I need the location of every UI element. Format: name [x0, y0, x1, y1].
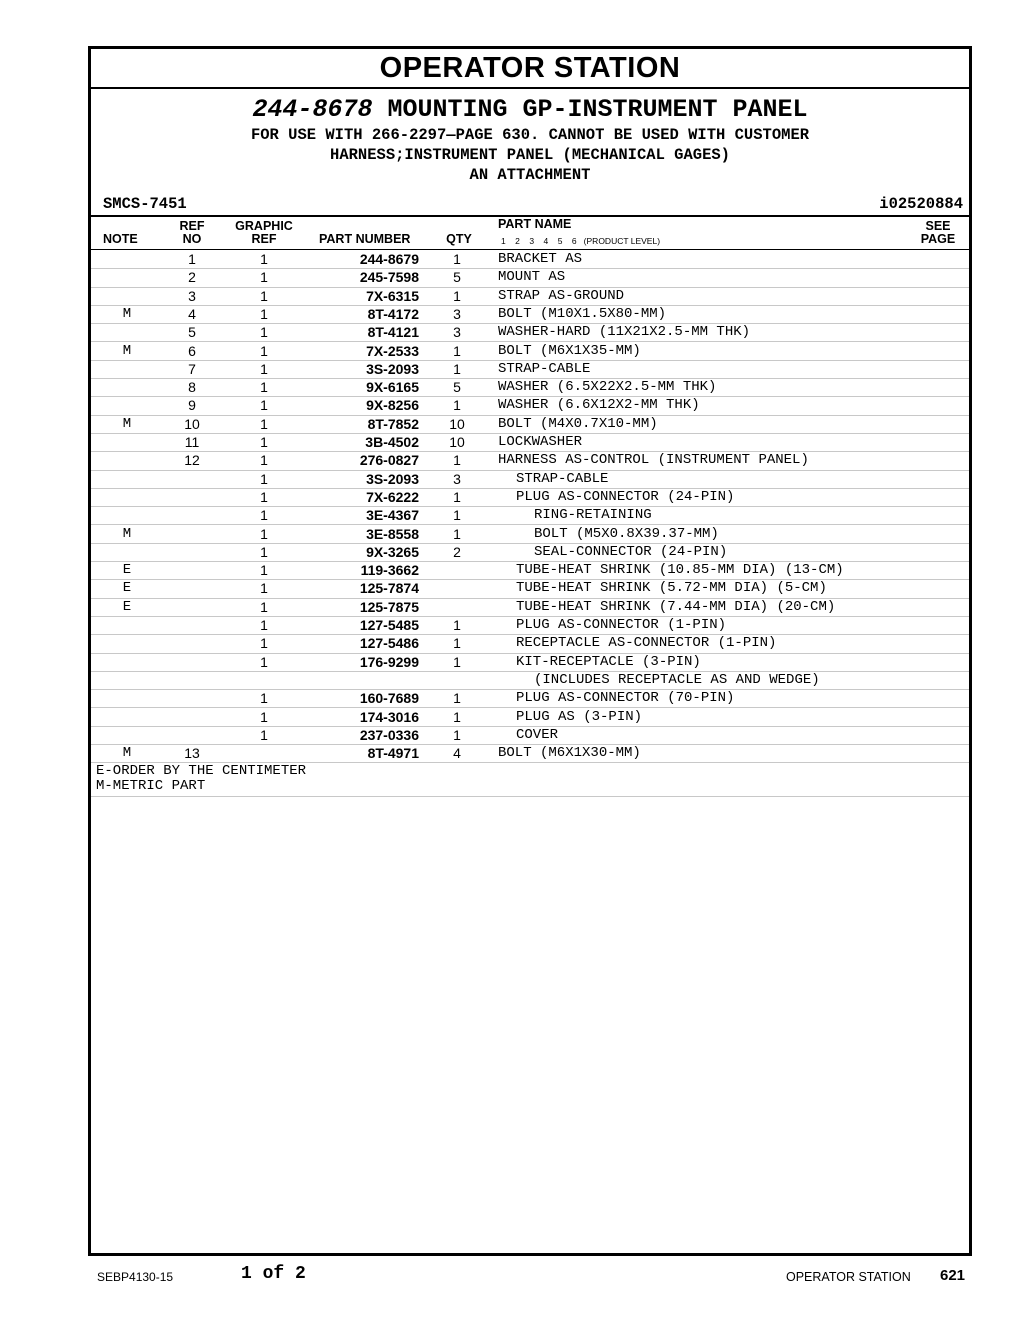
row-graphic-ref: 1: [260, 525, 268, 542]
row-ref-no: 13: [184, 745, 200, 762]
row-note: M: [122, 415, 132, 432]
row-graphic-ref: 1: [260, 397, 268, 414]
note-line: M-METRIC PART: [96, 778, 206, 795]
doc-number: SEBP4130-15: [97, 1270, 174, 1284]
row-part-name: WASHER (6.5X22X2.5-MM THK): [498, 379, 717, 396]
row-part-name: WASHER (6.6X12X2-MM THK): [498, 397, 700, 414]
table-row: [91, 342, 969, 361]
row-qty: 1: [453, 360, 461, 377]
col-qty: QTY: [446, 232, 472, 246]
row-part-number: 3E-4367: [366, 507, 419, 524]
table-row: [91, 470, 969, 489]
page-frame: [88, 46, 972, 1256]
section-title: OPERATOR STATION: [91, 49, 969, 89]
table-header: [91, 215, 969, 250]
table-row: [91, 525, 969, 544]
row-graphic-ref: 1: [260, 653, 268, 670]
row-ref-no: 3: [188, 287, 196, 304]
table-row: [91, 561, 969, 580]
row-qty: 1: [453, 726, 461, 743]
row-part-number: 245-7598: [359, 269, 419, 286]
row-qty: 3: [453, 324, 461, 341]
row-part-name: PLUG AS (3-PIN): [516, 708, 643, 725]
table-row: [91, 689, 969, 708]
row-part-name: STRAP AS-GROUND: [498, 287, 625, 304]
row-note: M: [122, 305, 132, 322]
row-qty: 1: [453, 635, 461, 652]
smcs-code: SMCS-7451: [103, 195, 187, 213]
group-description-line-2: HARNESS;INSTRUMENT PANEL (MECHANICAL GAGES): [330, 146, 730, 164]
row-qty: 3: [453, 305, 461, 322]
group-description-line-1: FOR USE WITH 266-2297—PAGE 630. CANNOT BE USED WITH CUSTOMER: [250, 126, 810, 144]
row-part-number: 125-7875: [359, 598, 419, 615]
row-part-number: 3B-4502: [365, 434, 419, 450]
row-graphic-ref: 1: [260, 580, 268, 597]
page-of: 1 of 2: [241, 1264, 306, 1284]
code-row: [91, 191, 969, 215]
row-ref-no: 5: [188, 324, 196, 341]
row-ref-no: 9: [188, 397, 196, 414]
table-row: [91, 323, 969, 342]
row-qty: 10: [449, 434, 465, 450]
row-part-number: 3E-8558: [366, 525, 419, 542]
row-graphic-ref: 1: [260, 507, 268, 524]
row-part-number: 9X-8256: [366, 397, 419, 414]
row-graphic-ref: 1: [260, 287, 268, 304]
row-part-number: 8T-4172: [367, 305, 419, 322]
notes: [96, 764, 306, 794]
row-graphic-ref: 1: [260, 470, 268, 487]
row-part-number: 127-5486: [359, 635, 419, 652]
row-note: M: [122, 525, 132, 542]
row-part-name: STRAP-CABLE: [516, 470, 609, 487]
row-part-number: 7X-2533: [366, 342, 419, 359]
row-part-name: PLUG AS-CONNECTOR (70-PIN): [516, 690, 735, 707]
table-row: [91, 726, 969, 745]
row-ref-no: 4: [188, 305, 196, 322]
row-part-number: 119-3662: [360, 562, 419, 579]
row-part-name: TUBE-HEAT SHRINK (7.44-MM DIA) (20-CM): [516, 598, 836, 615]
row-part-name: HARNESS AS-CONTROL (INSTRUMENT PANEL): [498, 452, 809, 469]
row-part-number: 8T-7852: [367, 415, 419, 432]
row-qty: 4: [453, 745, 461, 762]
row-qty: 1: [453, 617, 461, 633]
row-part-number: 3S-2093: [366, 470, 419, 487]
row-graphic-ref: 1: [260, 251, 268, 267]
row-ref-no: 1: [188, 251, 196, 267]
row-part-name: BOLT (M6X1X30-MM): [498, 745, 641, 762]
row-ref-no: 6: [188, 342, 196, 359]
row-part-name: BOLT (M5X0.8X39.37-MM): [534, 525, 719, 542]
row-part-number: 8T-4121: [367, 324, 419, 341]
row-ref-no: 2: [188, 269, 196, 286]
row-graphic-ref: 1: [260, 324, 268, 341]
row-graphic-ref: 1: [260, 360, 268, 377]
row-note: E: [122, 562, 132, 579]
row-qty: 5: [453, 269, 461, 286]
row-part-name: STRAP-CABLE: [498, 360, 591, 377]
col-see-bottom: PAGE: [920, 232, 956, 246]
row-part-name: LOCKWASHER: [498, 434, 583, 450]
row-ref-no: 11: [184, 434, 200, 450]
row-part-name: PLUG AS-CONNECTOR (24-PIN): [516, 488, 735, 505]
row-qty: 1: [453, 690, 461, 707]
row-qty: 5: [453, 379, 461, 396]
table-row: [91, 451, 969, 470]
table-row: [91, 634, 969, 653]
group-name: MOUNTING GP-INSTRUMENT PANEL: [387, 95, 808, 124]
table-row: [91, 287, 969, 306]
group-description-line-3: AN ATTACHMENT: [469, 166, 591, 184]
row-part-number: 3S-2093: [366, 360, 419, 377]
table-row: [91, 616, 969, 635]
row-graphic-ref: 1: [260, 617, 268, 633]
row-part-name: SEAL-CONNECTOR (24-PIN): [534, 543, 728, 560]
row-graphic-ref: 1: [260, 635, 268, 652]
row-part-name: COVER: [516, 726, 559, 743]
col-ref-bottom: NO: [182, 232, 202, 246]
row-part-name: WASHER-HARD (11X21X2.5-MM THK): [498, 324, 751, 341]
row-qty: 1: [453, 488, 461, 505]
illustration-id: i02520884: [879, 195, 963, 213]
row-part-name: BOLT (M4X0.7X10-MM): [498, 415, 658, 432]
row-part-number: 176-9299: [359, 653, 419, 670]
col-part-number: PART NUMBER: [319, 232, 411, 246]
row-note: M: [122, 745, 132, 762]
table-row: [91, 250, 969, 269]
row-graphic-ref: 1: [260, 434, 268, 450]
group-number: 244-8678: [252, 95, 373, 124]
row-graphic-ref: 1: [260, 415, 268, 432]
footer-section: OPERATOR STATION: [786, 1270, 911, 1284]
col-note: NOTE: [103, 232, 138, 246]
row-qty: 1: [453, 251, 461, 267]
row-part-name: TUBE-HEAT SHRINK (5.72-MM DIA) (5-CM): [516, 580, 827, 597]
col-ref-top: REF: [179, 219, 205, 233]
table-row: [91, 671, 969, 690]
row-graphic-ref: 1: [260, 543, 268, 560]
page-number: 621: [940, 1267, 966, 1284]
row-note: E: [122, 598, 132, 615]
row-qty: 3: [453, 470, 461, 487]
row-part-name: PLUG AS-CONNECTOR (1-PIN): [516, 617, 727, 633]
table-row: [91, 488, 969, 507]
row-note: M: [122, 342, 132, 359]
row-qty: 2: [453, 543, 461, 560]
row-part-number: 237-0336: [359, 726, 419, 743]
row-graphic-ref: 1: [260, 269, 268, 286]
table-row: [91, 415, 969, 434]
table-row: [91, 305, 969, 324]
row-part-number: 127-5485: [359, 617, 419, 633]
row-ref-no: 10: [184, 415, 200, 432]
row-part-name: MOUNT AS: [498, 269, 566, 286]
table-row: [91, 579, 969, 598]
row-part-number: 244-8679: [359, 251, 419, 267]
row-qty: 1: [453, 342, 461, 359]
col-product-level: 1 2 3 4 5 6 (PRODUCT LEVEL): [501, 236, 661, 246]
row-part-number: 9X-6165: [366, 379, 419, 396]
row-part-number: 174-3016: [359, 708, 419, 725]
row-qty: 1: [453, 525, 461, 542]
row-ref-no: 7: [188, 360, 196, 377]
row-graphic-ref: 1: [260, 452, 268, 469]
col-part-name: PART NAME: [498, 217, 572, 231]
row-part-name: BOLT (M6X1X35-MM): [498, 342, 641, 359]
table-row: [91, 360, 969, 379]
group-title: [91, 95, 969, 125]
note-line: E-ORDER BY THE CENTIMETER: [96, 763, 307, 780]
row-graphic-ref: 1: [260, 305, 268, 322]
table-row: [91, 268, 969, 287]
row-part-number: 125-7874: [359, 580, 419, 597]
row-part-name: TUBE-HEAT SHRINK (10.85-MM DIA) (13-CM): [516, 562, 844, 579]
table-row: [91, 708, 969, 727]
row-qty: 1: [453, 287, 461, 304]
notes-divider: [91, 796, 969, 797]
row-qty: 1: [453, 397, 461, 414]
row-part-number: 9X-3265: [366, 543, 419, 560]
row-qty: 10: [449, 415, 465, 432]
col-graphic-bottom: REF: [251, 232, 277, 246]
row-graphic-ref: 1: [260, 379, 268, 396]
table-row: [91, 506, 969, 525]
row-part-name: KIT-RECEPTACLE (3-PIN): [516, 653, 701, 670]
row-qty: 1: [453, 708, 461, 725]
row-ref-no: 12: [184, 452, 200, 469]
row-graphic-ref: 1: [260, 726, 268, 743]
row-part-name: BRACKET AS: [498, 251, 583, 267]
row-part-name: (INCLUDES RECEPTACLE AS AND WEDGE): [534, 671, 820, 688]
table-row: [91, 653, 969, 672]
row-part-name: BOLT (M10X1.5X80-MM): [498, 305, 667, 322]
row-part-number: 160-7689: [359, 690, 419, 707]
table-row: [91, 598, 969, 617]
row-graphic-ref: 1: [260, 690, 268, 707]
row-graphic-ref: 1: [260, 598, 268, 615]
row-part-number: 276-0827: [359, 452, 419, 469]
row-qty: 1: [453, 507, 461, 524]
table-row: [91, 744, 969, 763]
row-part-number: 7X-6222: [366, 488, 419, 505]
row-part-number: 8T-4971: [367, 745, 419, 762]
table-row: [91, 378, 969, 397]
row-ref-no: 8: [188, 379, 196, 396]
row-note: E: [122, 580, 132, 597]
row-part-number: 7X-6315: [366, 287, 419, 304]
row-graphic-ref: 1: [260, 562, 268, 579]
row-graphic-ref: 1: [260, 488, 268, 505]
page-footer: [0, 1264, 1020, 1288]
row-part-name: RECEPTACLE AS-CONNECTOR (1-PIN): [516, 635, 777, 652]
row-graphic-ref: 1: [260, 342, 268, 359]
row-graphic-ref: 1: [260, 708, 268, 725]
row-part-name: RING-RETAINING: [534, 507, 652, 524]
row-qty: 1: [453, 452, 461, 469]
table-row: [91, 543, 969, 562]
col-graphic-top: GRAPHIC: [235, 219, 293, 233]
table-row: [91, 396, 969, 415]
row-qty: 1: [453, 653, 461, 670]
table-row: [91, 433, 969, 452]
col-see-top: SEE: [925, 219, 951, 233]
